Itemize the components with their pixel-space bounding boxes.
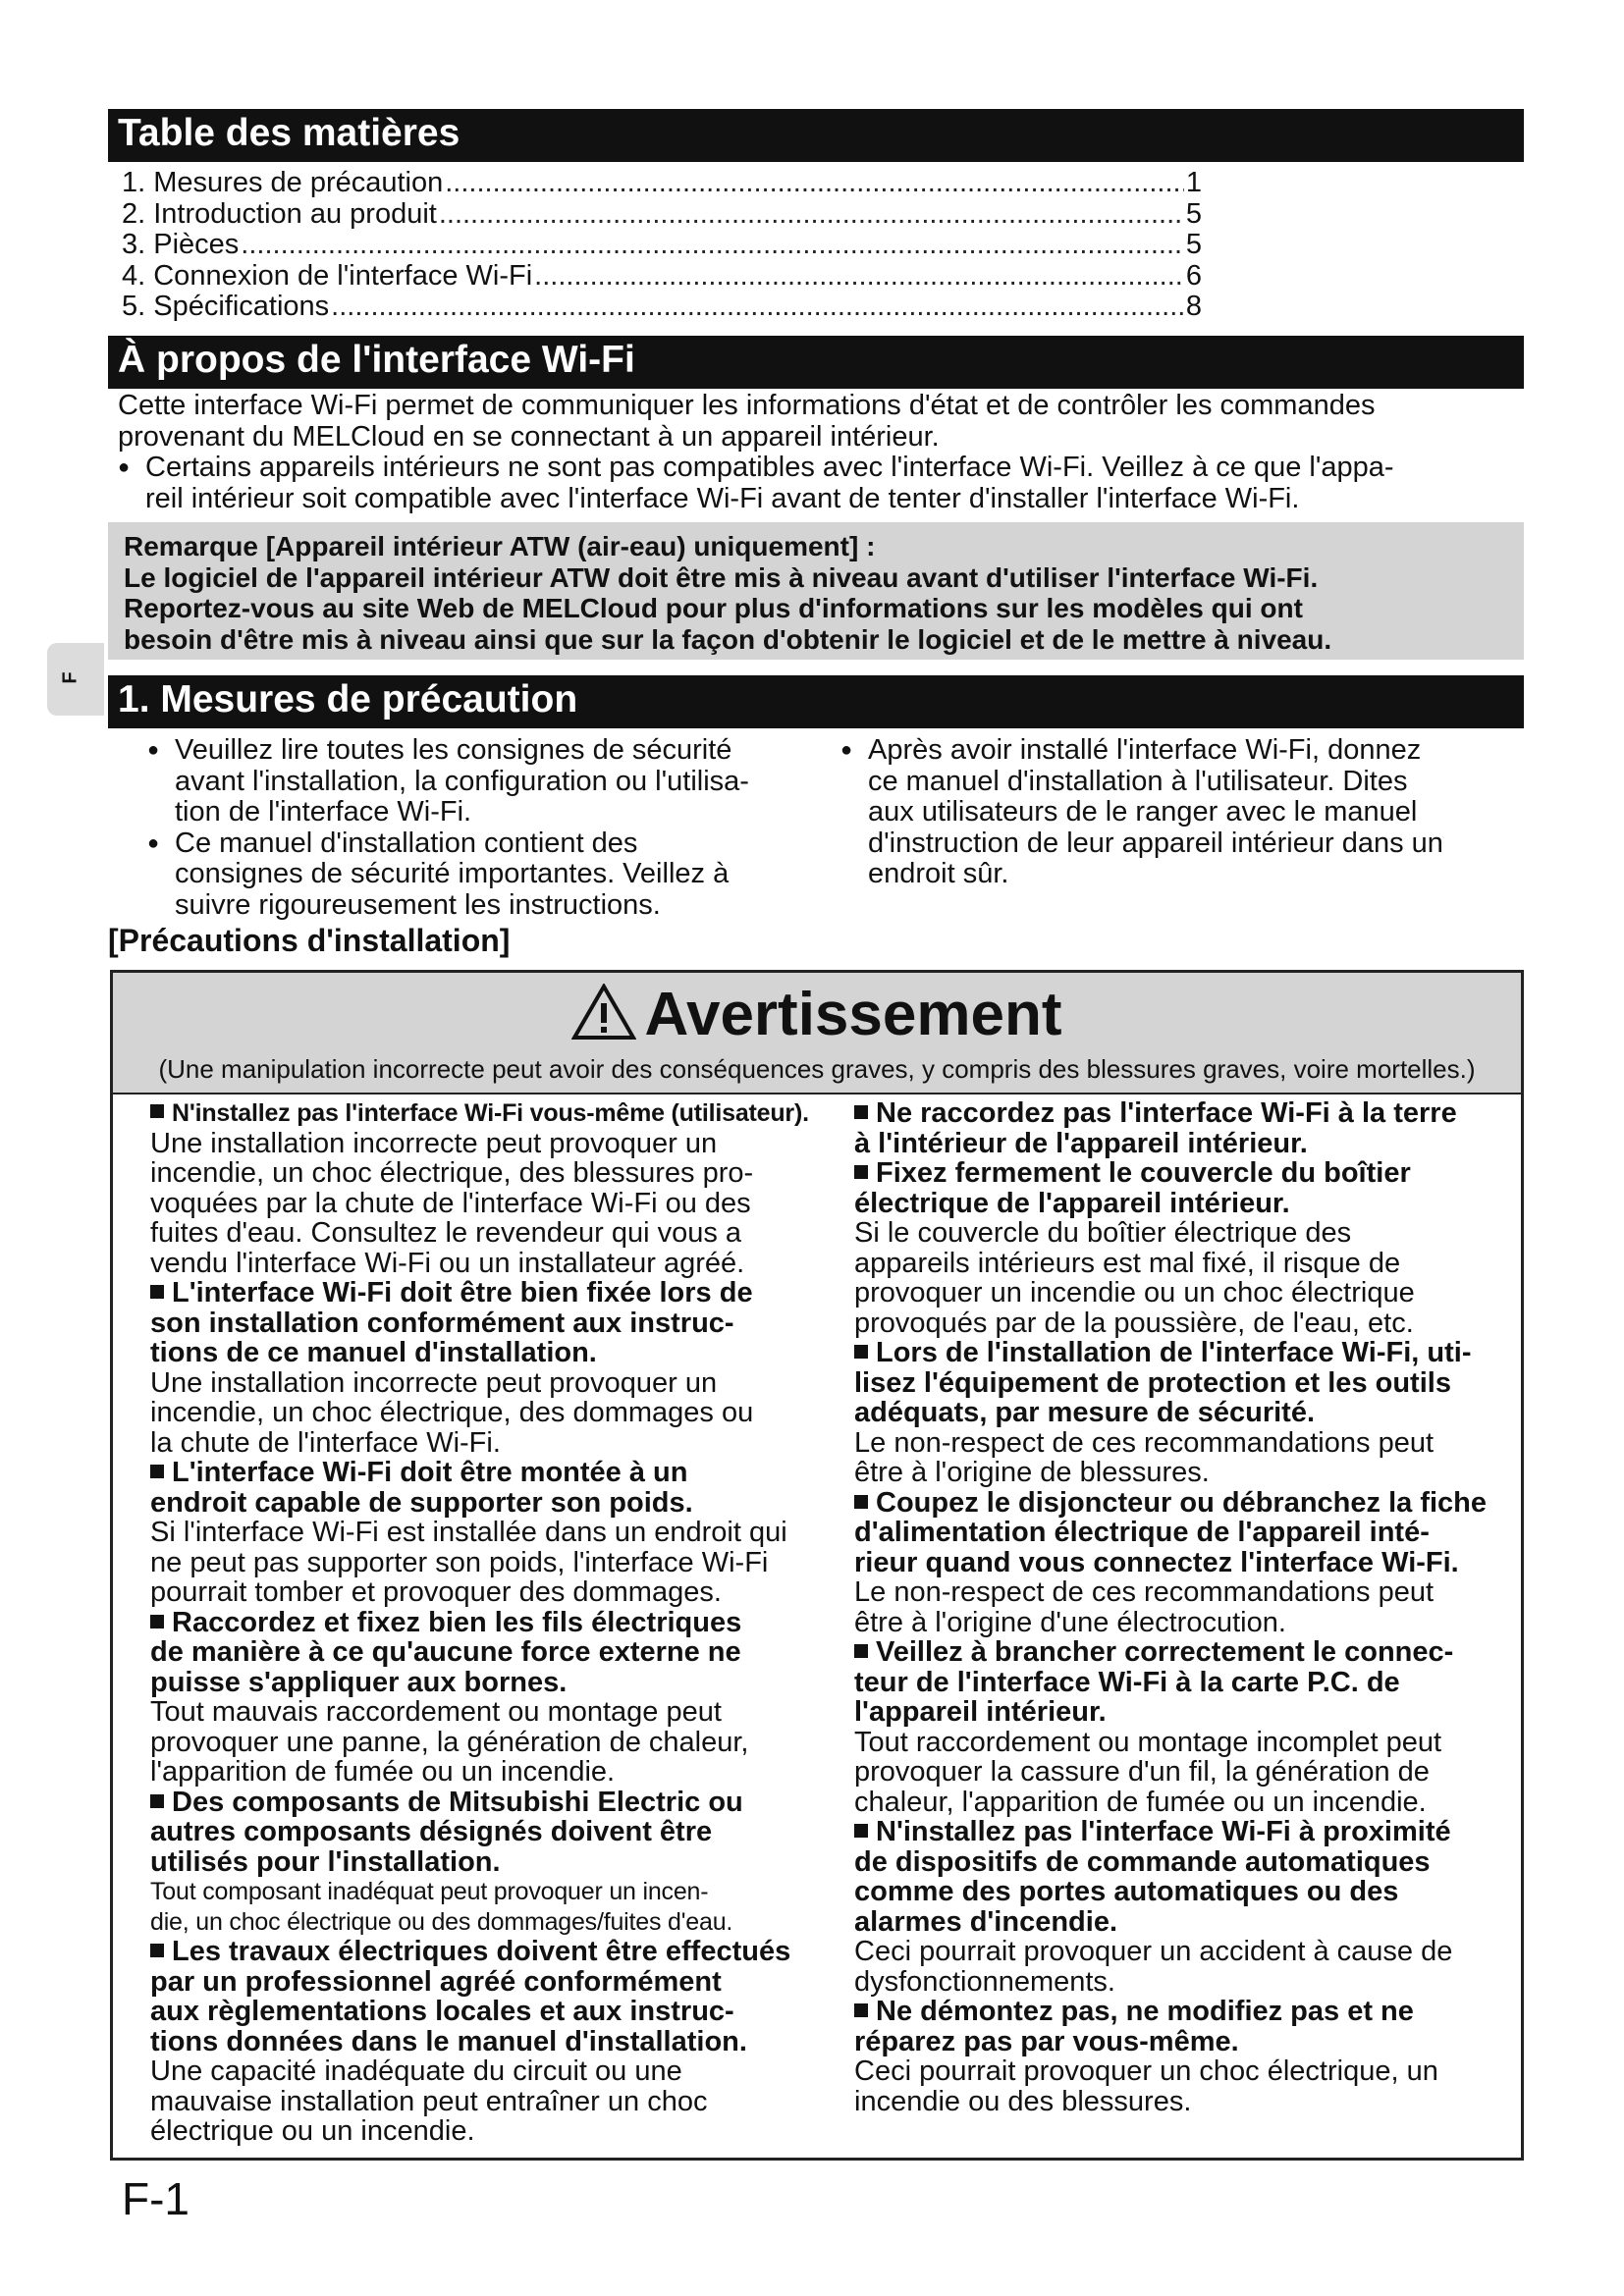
section1-right-column	[840, 735, 1528, 890]
list-item: ● Ce manuel d'installation contient des consignes de sécurité importantes. Veillez à suivre rigoureusement les instructions.	[147, 828, 835, 922]
square-bullet-icon	[854, 1105, 868, 1119]
section1-title-bar	[108, 675, 1524, 728]
warning-item: L'interface Wi-Fi doit être montée à un endroit capable de supporter son poids. Si l'interface Wi-Fi est installée dans un endroit qui ne peut pas supporter son poids, l'interface Wi-Fi pourrait tomber et provoquer des dommages.	[150, 1457, 787, 1608]
toc-title-bar	[108, 109, 1524, 162]
warning-item: Veillez à brancher correctement le connec- teur de l'interface Wi-Fi à la carte P.C. de l'appareil intérieur. Tout raccordement ou montage incomplet peut provoquer la cassure d'un fil, la génération de chaleur, l'apparition de fumée ou un incendie.	[854, 1636, 1454, 1818]
toc-item[interactable]: 4. Connexion de l'interface Wi-Fi ..... 6	[122, 261, 1202, 293]
toc-title: Table des matières	[118, 112, 460, 154]
warning-item: N'installez pas l'interface Wi-Fi vous-même (utilisateur). Une installation incorrecte peut provoquer un incendie, un choc électrique, des blessures pro- voquées par la chute de l'interface Wi-Fi ou des fuites d'eau. Consultez le revendeur qui vous a vendu l'interface Wi-Fi ou un installateur agréé.	[150, 1099, 809, 1279]
warning-item: Fixez fermement le couvercle du boîtier électrique de l'appareil intérieur. Si le couvercle du boîtier électrique des appareils intérieurs est mal fixé, il risque de provoquer un incendie ou un choc électrique provoqués par de la poussière, de l'eau, etc.	[854, 1157, 1415, 1339]
square-bullet-icon	[150, 1285, 164, 1299]
square-bullet-icon	[854, 1165, 868, 1179]
installation-precautions-heading: [Précautions d'installation]	[108, 923, 511, 958]
about-bullet: ● Certains appareils intérieurs ne sont pas compatibles avec l'interface Wi-Fi. Veillez à ce que l'appa-	[118, 453, 1522, 484]
about-text: Cette interface Wi-Fi permet de communiquer les informations d'état et de contrôler les commandes provenant du MELCloud en se connectant à un appareil intérieur. ● Certains appareils intérieurs ne sont pas compatibles avec l'interface Wi-Fi. Veillez à ce que l'appa- reil intérieur soit compatible avec l'interface Wi-Fi avant de tenter d'installer l'interface Wi-Fi.	[118, 391, 1522, 514]
toc-item[interactable]: 5. Spécifications ..... 8	[122, 292, 1202, 323]
square-bullet-icon	[854, 1644, 868, 1658]
toc-item[interactable]: 3. Pièces ..... 5	[122, 230, 1202, 261]
warning-item: Ne démontez pas, ne modifiez pas et ne réparez pas par vous-même. Ceci pourrait provoquer un choc électrique, un incendie ou des blessures.	[854, 1996, 1438, 2117]
warning-item: Les travaux électriques doivent être effectués par un professionnel agréé conformément aux règlementations locales et aux instruc- tions données dans le manuel d'installation. Une capacité inadéquate du circuit ou une mauvaise installation peut entraîner un choc électrique ou un incendie.	[150, 1936, 791, 2147]
warning-item: L'interface Wi-Fi doit être bien fixée lors de son installation conformément aux instruc- tions de ce manuel d'installation. Une installation incorrecte peut provoquer un incendie, un choc électrique, des dommages ou la chute de l'interface Wi-Fi.	[150, 1277, 754, 1459]
warning-item: Des composants de Mitsubishi Electric ou autres composants désignés doivent être utilisés pour l'installation. Tout composant inadéquat peut provoquer un incen- die, un choc électrique ou des dommages/fuites d'eau.	[150, 1786, 743, 1936]
warning-item: Lors de l'installation de l'interface Wi-Fi, uti- lisez l'équipement de protection et les outils adéquats, par mesure de sécurité. Le non-respect de ces recommandations peut être à l'origine de blessures.	[854, 1337, 1472, 1488]
warning-item: Raccordez et fixez bien les fils électriques de manière à ce qu'aucune force externe ne puisse s'appliquer aux bornes. Tout mauvais raccordement ou montage peut provoquer une panne, la génération de chaleur, l'apparition de fumée ou un incendie.	[150, 1606, 749, 1788]
warning-right-column	[854, 1098, 1522, 2116]
warning-item: Ne raccordez pas l'interface Wi-Fi à la terre à l'intérieur de l'appareil intérieur.	[854, 1097, 1457, 1159]
square-bullet-icon	[150, 1104, 164, 1118]
section1-left-column	[147, 735, 835, 921]
about-title: À propos de l'interface Wi-Fi	[118, 339, 635, 381]
warning-item: N'installez pas l'interface Wi-Fi à proximité de dispositifs de commande automatiques comme des portes automatiques ou des alarmes d'incendie. Ceci pourrait provoquer un accident à cause de dysfonctionnements.	[854, 1816, 1453, 1998]
page-number: F-1	[122, 2173, 189, 2224]
warning-left-column	[150, 1098, 936, 2147]
warning-subtitle: (Une manipulation incorrecte peut avoir des conséquences graves, y compris des blessures graves, voire mortelles.)	[158, 1054, 1476, 1084]
square-bullet-icon	[854, 2003, 868, 2017]
about-title-bar	[108, 336, 1524, 389]
list-item: ● Veuillez lire toutes les consignes de sécurité avant l'installation, la configuration ou l'utilisa- tion de l'interface Wi-Fi.	[147, 735, 835, 828]
table-of-contents	[122, 168, 1202, 323]
warning-title: Avertissement	[644, 981, 1062, 1048]
square-bullet-icon	[150, 1794, 164, 1808]
toc-item[interactable]: 2. Introduction au produit ..... 5	[122, 199, 1202, 231]
warning-triangle-icon	[571, 984, 636, 1041]
warning-header	[113, 973, 1521, 1095]
atw-note: Remarque [Appareil intérieur ATW (air-eau) uniquement] : Le logiciel de l'appareil intérieur ATW doit être mis à niveau avant d'utiliser l'interface Wi-Fi. Reportez-vous au site Web de MELCloud pour plus d'informations sur les modèles qui ont besoin d'être mis à niveau ainsi que sur la façon d'obtenir le logiciel et de le mettre à niveau.	[108, 522, 1524, 660]
warning-box	[110, 970, 1524, 2161]
toc-item[interactable]: 1. Mesures de précaution ..... 1	[122, 168, 1202, 199]
square-bullet-icon	[150, 1944, 164, 1957]
square-bullet-icon	[150, 1615, 164, 1629]
square-bullet-icon	[150, 1465, 164, 1478]
square-bullet-icon	[854, 1824, 868, 1838]
list-item: ● Après avoir installé l'interface Wi-Fi, donnez ce manuel d'installation à l'utilisateur. Dites aux utilisateurs de le ranger avec le manuel d'instruction de leur appareil intérieur dans un endroit sûr.	[840, 735, 1528, 890]
square-bullet-icon	[854, 1345, 868, 1359]
warning-item: Coupez le disjoncteur ou débranchez la fiche d'alimentation électrique de l'appareil inté- rieur quand vous connectez l'interface Wi-Fi. Le non-respect de ces recommandations peut être à l'origine d'une électrocution.	[854, 1486, 1487, 1638]
square-bullet-icon	[854, 1495, 868, 1509]
section1-title: 1. Mesures de précaution	[118, 678, 578, 721]
language-side-tab: F	[47, 643, 104, 716]
